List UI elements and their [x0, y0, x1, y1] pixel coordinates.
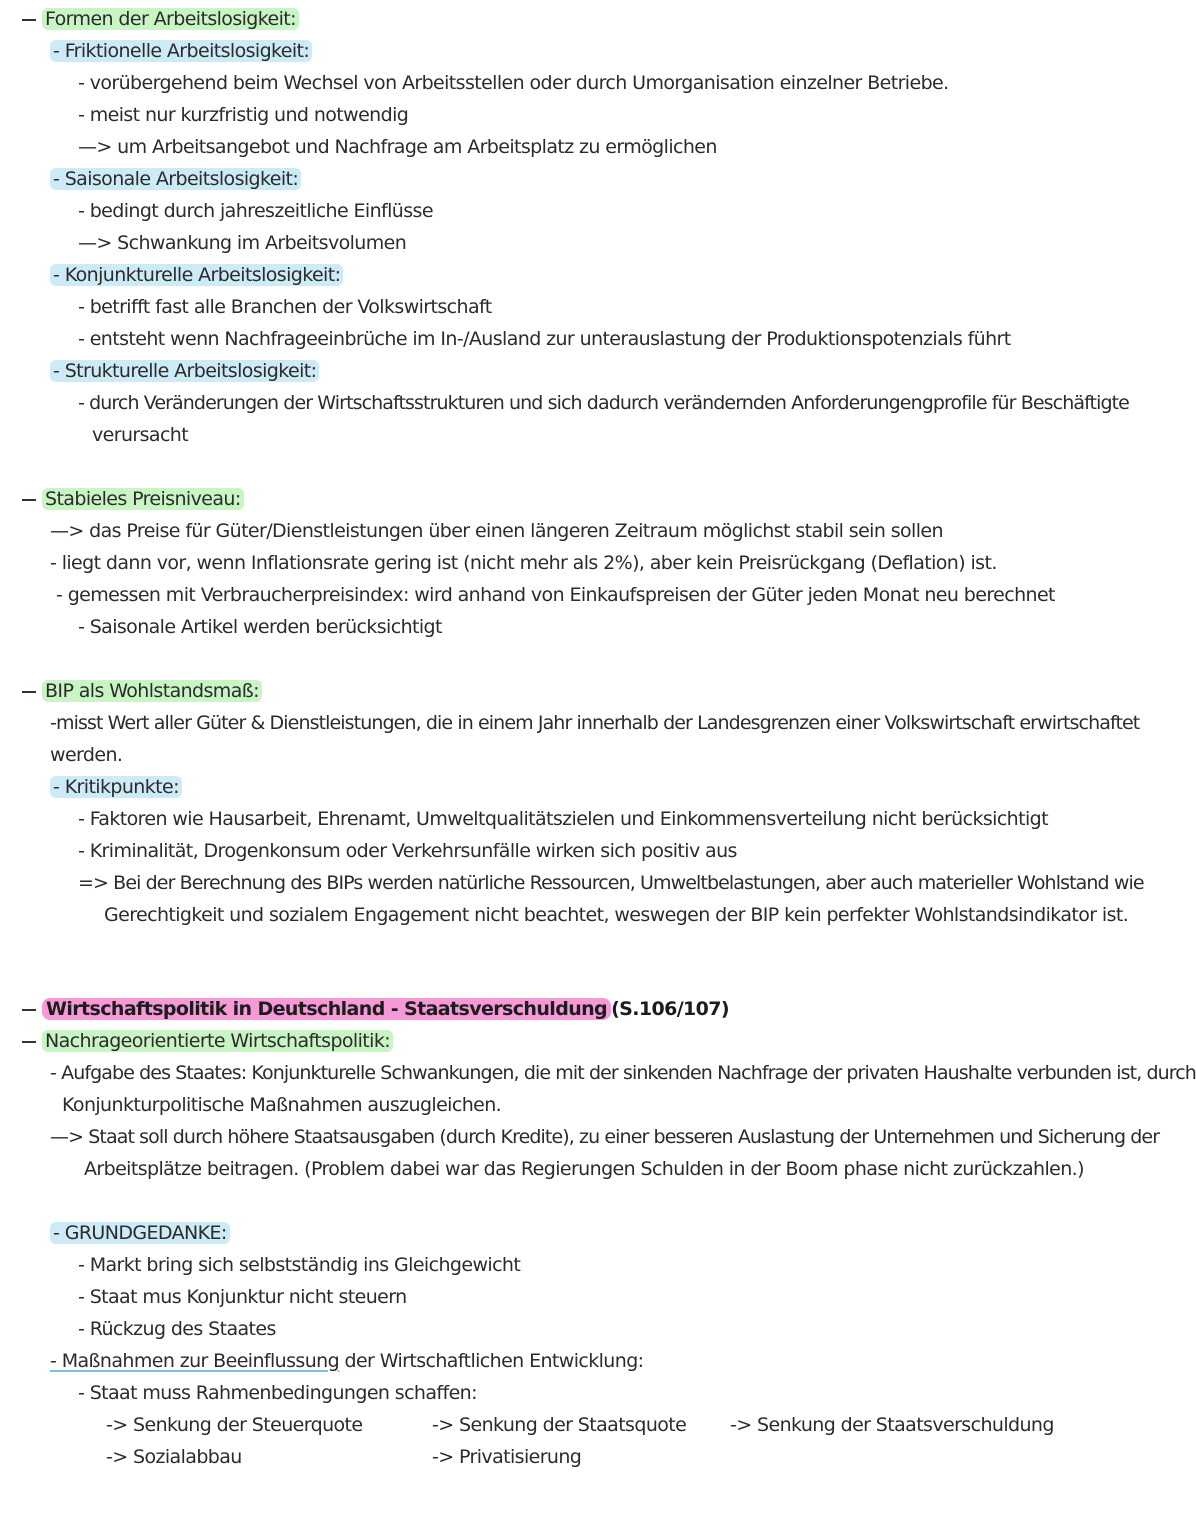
text-line: => Bei der Berechnung des BIPs werden natürliche Ressourcen, Umweltbelastungen, aber auch materieller Wohlstand wie: [78, 872, 1144, 894]
dash-marker: [22, 499, 36, 501]
text-line: - gemessen mit Verbraucherpreisindex: wird anhand von Einkaufspreisen der Güter jeden Monat neu berechnet: [56, 584, 1055, 606]
text-line: - Rückzug des Staates: [78, 1318, 276, 1340]
text-line: —> um Arbeitsangebot und Nachfrage am Arbeitsplatz zu ermöglichen: [78, 136, 717, 158]
dash-marker: [22, 1009, 36, 1011]
subheading-friktionell-text: - Friktionelle Arbeitslosigkeit:: [50, 40, 312, 62]
list-item: -> Sozialabbau: [106, 1446, 242, 1468]
text-line: —> das Preise für Güter/Dienstleistungen über einen längeren Zeitraum möglichst stabil sein sollen: [50, 520, 943, 542]
list-item: -> Senkung der Staatsverschuldung: [730, 1414, 1054, 1436]
text-line: - Markt bring sich selbstständig ins Gleichgewicht: [78, 1254, 521, 1276]
subheading-konjunkturell: [50, 262, 343, 288]
subheading-saisonal: [50, 166, 301, 192]
text-line: - Staat mus Konjunktur nicht steuern: [78, 1286, 407, 1308]
list-item: -> Senkung der Staatsquote: [432, 1414, 687, 1436]
text-line: verursacht: [92, 424, 189, 446]
text-line: - Staat muss Rahmenbedingungen schaffen:: [78, 1382, 477, 1404]
text-line: -misst Wert aller Güter & Dienstleistungen, die in einem Jahr innerhalb der Landesgrenzen einer Volkswirtschaft erwirtschaftet: [50, 712, 1140, 734]
section-formen: [22, 6, 299, 32]
subheading-strukturell-text: - Strukturelle Arbeitslosigkeit:: [50, 360, 319, 382]
heading-formen: Formen der Arbeitslosigkeit:: [42, 8, 299, 30]
text-line: —> Schwankung im Arbeitsvolumen: [78, 232, 407, 254]
dash-marker: [22, 691, 36, 693]
subheading-massnahmen: [50, 1348, 643, 1374]
text-line: werden.: [50, 744, 123, 766]
text-line: - entsteht wenn Nachfrageeinbrüche im In-/Ausland zur unterauslastung der Produktionspotenzials führt: [78, 328, 1011, 350]
subheading-kritik-text: - Kritikpunkte:: [50, 776, 182, 798]
list-item: -> Senkung der Steuerquote: [106, 1414, 363, 1436]
subsection-nachfrage: [22, 1028, 393, 1054]
list-item: -> Privatisierung: [432, 1446, 582, 1468]
text-line: - liegt dann vor, wenn Inflationsrate gering ist (nicht mehr als 2%), aber kein Preisrückgang (Deflation) ist.: [50, 552, 997, 574]
subheading-konjunkturell-text: - Konjunkturelle Arbeitslosigkeit:: [50, 264, 343, 286]
text-line: - vorübergehend beim Wechsel von Arbeitsstellen oder durch Umorganisation einzelner Betriebe.: [78, 72, 949, 94]
heading-wirtschaftspolitik: Wirtschaftspolitik in Deutschland - Staatsverschuldung: [42, 998, 611, 1020]
text-line: - betrifft fast alle Branchen der Volkswirtschaft: [78, 296, 492, 318]
text-line: - Kriminalität, Drogenkonsum oder Verkehrsunfälle wirken sich positiv aus: [78, 840, 737, 862]
subheading-saisonal-text: - Saisonale Arbeitslosigkeit:: [50, 168, 301, 190]
massnahmen-underlined: - Maßnahmen zur Beeinflussung: [50, 1350, 340, 1372]
text-line: - bedingt durch jahreszeitliche Einflüsse: [78, 200, 433, 222]
subheading-grundgedanke-text: - GRUNDGEDANKE:: [50, 1222, 230, 1244]
dash-marker: [22, 1041, 36, 1043]
section-bip: [22, 678, 262, 704]
section-preisniveau: [22, 486, 244, 512]
heading-preisniveau: Stabieles Preisniveau:: [42, 488, 244, 510]
text-line: - Faktoren wie Hausarbeit, Ehrenamt, Umweltqualitätszielen und Einkommensverteilung nicht berücksichtigt: [78, 808, 1048, 830]
text-line: —> Staat soll durch höhere Staatsausgaben (durch Kredite), zu einer besseren Auslastung der Unternehmen und Sicherung der: [50, 1126, 1160, 1148]
massnahmen-rest: der Wirtschaftlichen Entwicklung:: [339, 1350, 644, 1372]
text-line: - Saisonale Artikel werden berücksichtigt: [78, 616, 442, 638]
page-reference: (S.106/107): [611, 998, 729, 1020]
heading-nachfrage: Nachrageorientierte Wirtschaftspolitik:: [42, 1030, 393, 1052]
dash-marker: [22, 19, 36, 21]
text-line: - meist nur kurzfristig und notwendig: [78, 104, 409, 126]
text-line: - Aufgabe des Staates: Konjunkturelle Schwankungen, die mit der sinkenden Nachfrage der privaten Haushalte verbunden ist, durch: [50, 1062, 1196, 1084]
text-line: - durch Veränderungen der Wirtschaftsstrukturen und sich dadurch verändernden Anforderungengprofile für Beschäftigte: [78, 392, 1129, 414]
subheading-strukturell: [50, 358, 319, 384]
heading-bip: BIP als Wohlstandsmaß:: [42, 680, 262, 702]
section-wirtschaftspolitik: [22, 996, 729, 1022]
subheading-kritik: [50, 774, 182, 800]
text-line: Arbeitsplätze beitragen. (Problem dabei war das Regierungen Schulden in der Boom phase nicht zurückzahlen.): [84, 1158, 1084, 1180]
subheading-grundgedanke: [50, 1220, 230, 1246]
subheading-friktionell: [50, 38, 312, 64]
text-line: Gerechtigkeit und sozialem Engagement nicht beachtet, weswegen der BIP kein perfekter Wohlstandsindikator ist.: [104, 904, 1129, 926]
text-line: Konjunkturpolitische Maßnahmen auszugleichen.: [62, 1094, 502, 1116]
